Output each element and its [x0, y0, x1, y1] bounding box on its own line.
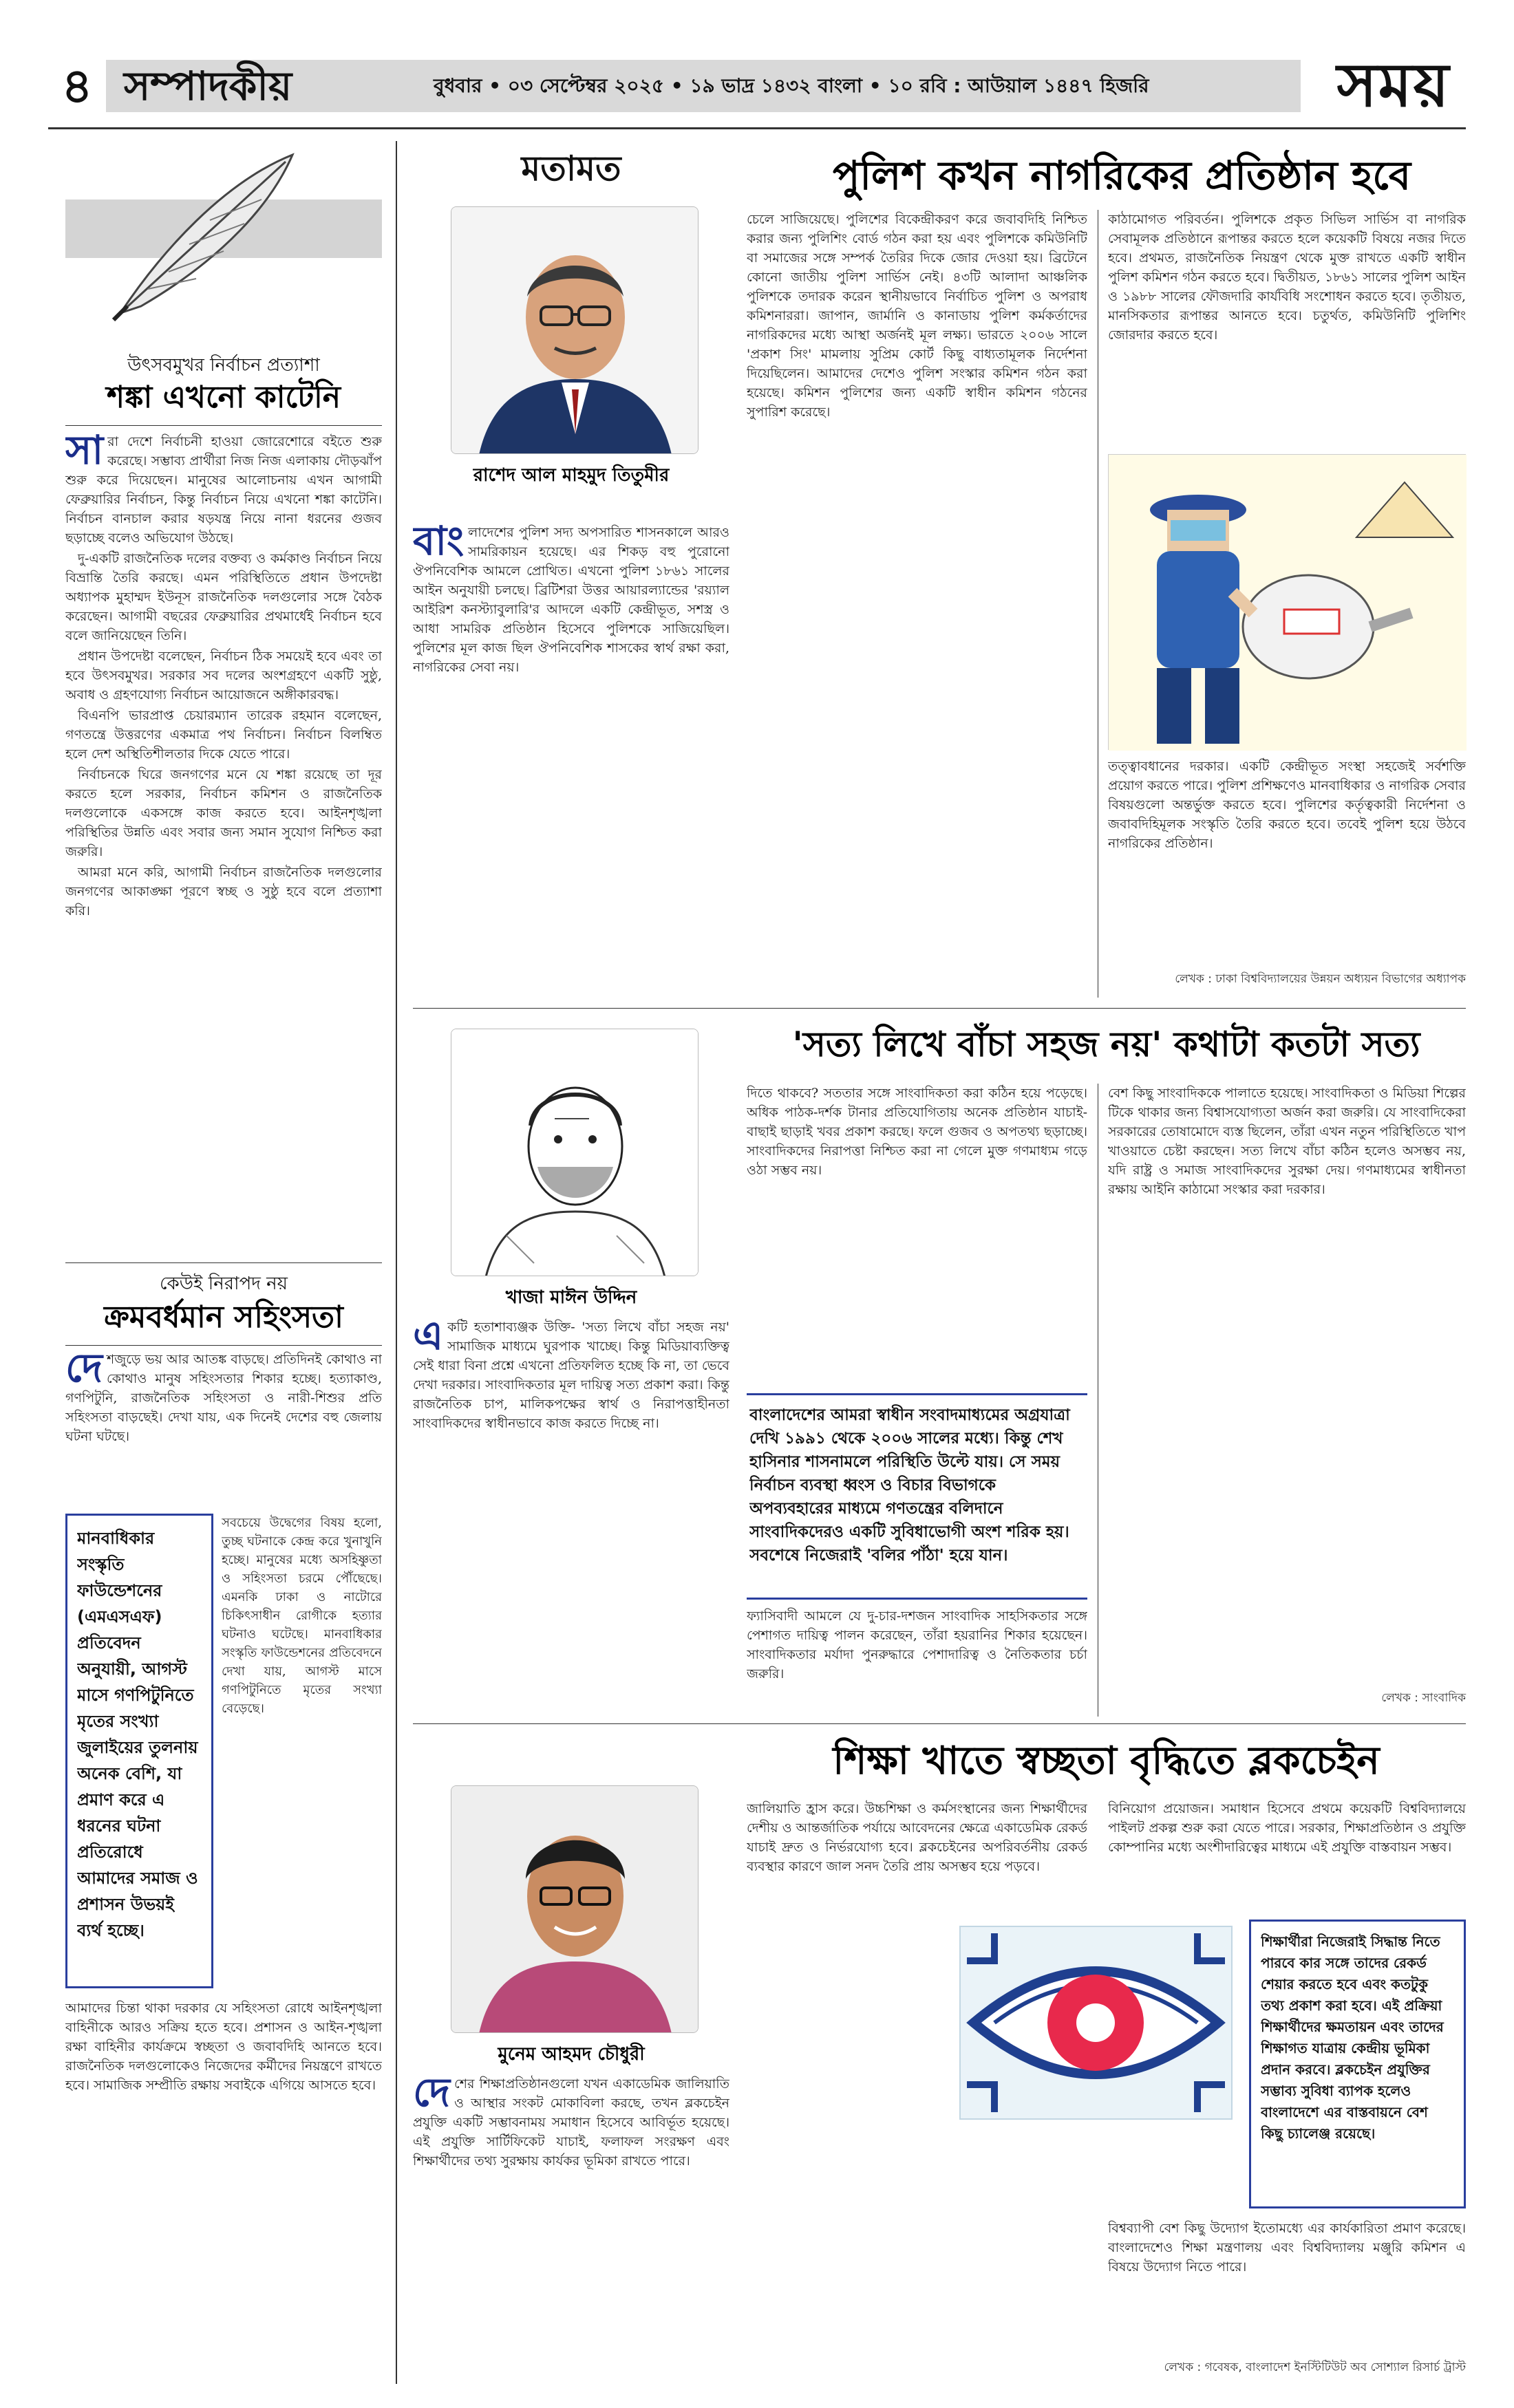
- editorial2-kicker: কেউই নিরাপদ নয়: [160, 1273, 288, 1294]
- editorial-paragraph: দু-একটি রাজনৈতিক দলের বক্তব্য ও কর্মকাণ্ড নির্বাচন নিয়ে বিভ্রান্তি তৈরি করছে। এমন পরিস্থিতিতে প্রধান উপদেষ্টা অধ্যাপক মুহাম্মদ ইউনূস রাজনৈতিক দলগুলোর সঙ্গে বৈঠক করেছেন। আগামী বছরের ফেব্রুয়ারির প্রথমার্ধেই নির্বাচন হবে বলে জানিয়েছেন তিনি।: [65, 551, 382, 643]
- editorial-paragraph: বিএনপি ভারপ্রাপ্ত চেয়ারম্যান তারেক রহমান বলেছেন, গণতন্ত্রে উত্তরণের একমাত্র পথ নির্বাচন। নির্বাচন বিলম্বিত হলে দেশ অস্থিতিশীলতার দিকে যেতে পারে।: [65, 708, 382, 762]
- editorial2-body-top: [65, 1350, 382, 1501]
- truth-col-3: বেশ কিছু সাংবাদিককে পালাতে হয়েছে। সাংবাদিকতা ও মিডিয়া শিল্পের টিকে থাকার জন্য বিশ্বাসযোগ্যতা অর্জন করা জরুরি। যে সাংবাদিকেরা সরকারের তোষামোদে ব্যস্ত ছিলেন, তাঁরা এখন নতুন পরিস্থিতিতে খাপ খাওয়াতে চেষ্টা করছেন। সত্য লিখে বাঁচা কঠিন হলেও অসম্ভব নয়, যদি রাষ্ট্র ও সমাজ সাংবাদিকদের সুরক্ষা দেয়। গণমাধ্যমের স্বাধীনতা রক্ষায় আইনি কাঠামো সংস্কার করা দরকার।: [1108, 1086, 1466, 1197]
- police-illustration: [1108, 454, 1466, 750]
- blockchain-col-3: বিনিয়োগ প্রয়োজন। সমাধান হিসেবে প্রথমে কয়েকটি বিশ্ববিদ্যালয়ে পাইলট প্রকল্প শুরু করা যেতে পারে। সরকার, শিক্ষাপ্রতিষ্ঠান ও প্রযুক্তি কোম্পানির মধ্যে অংশীদারিত্বের মাধ্যমে এই প্রযুক্তি বাস্তবায়ন সম্ভব।: [1108, 1801, 1466, 1855]
- section-title: সম্পাদকীয়: [124, 63, 292, 109]
- newspaper-logo[interactable]: সময়: [1336, 50, 1451, 120]
- police-col-2: চেলে সাজিয়েছে। পুলিশের বিকেন্দ্রীকরণ করে জবাবদিহি নিশ্চিত করার জন্য পুলিশিং বোর্ড গঠন করা হয় এবং পুলিশকে কমিউনিটি বা সমাজের সঙ্গে সম্পর্ক তৈরির দিকে জোর দেওয়া হয়। ব্রিটেনে কোনো জাতীয় পুলিশ সার্ভিস নেই। ৪৩টি আলাদা আঞ্চলিক পুলিশকে তদারক করেন স্থানীয়ভাবে নির্বাচিত পুলিশ ও অপরাধ কমিশনাররা। জাপান, জার্মানি ও কানাডায় পুলিশ কর্মকর্তাদের নাগরিকদের মধ্যে আস্থা অর্জনই মূল লক্ষ্য। ভারতে ২০০৬ সালে 'প্রকাশ সিং' মামলায় সুপ্রিম কোর্ট কিছু বাধ্যতামূলক নির্দেশনা দিয়েছিলেন। আমাদের দেশেও পুলিশ সংস্কার কমিশন গঠন করা হয়েছে। কমিশন পুলিশের জন্য একটি স্বাধীন কমিশন গঠনের সুপারিশ করেছে।: [747, 212, 1087, 420]
- police-col-3-bottom: তত্ত্বাবধানের দরকার। একটি কেন্দ্রীভূত সংস্থা সহজেই সর্বশক্তি প্রয়োগ করতে পারে। পুলিশ প্রশিক্ষণেও মানবাধিকার ও নাগরিক সেবার বিষয়গুলো অন্তর্ভুক্ত করতে হবে। পুলিশের কর্তৃত্বকারী নির্দেশনা ও জবাবদিহিমূলক সংস্কৃতি তৈরি করতে হবে। তবেই পুলিশ হয়ে উঠবে নাগরিকের প্রতিষ্ঠান।: [1108, 759, 1466, 851]
- blockchain-col-1-text: শের শিক্ষাপ্রতিষ্ঠানগুলো যখন একাডেমিক জালিয়াতি ও আস্থার সংকট মোকাবিলা করছে, তখন ব্লকচেইন প্রযুক্তি একটি সম্ভাবনাময় সমাধান হিসেবে আবির্ভূত হয়েছে। এই প্রযুক্তি সার্টিফিকেট যাচাই, ফলাফল সংরক্ষণ এবং শিক্ষার্থীদের তথ্য সুরক্ষায় কার্যকর ভূমিকা রাখতে পারে।: [413, 2076, 729, 2169]
- editorial-separator: [65, 1262, 382, 1263]
- author-photo-1: [451, 206, 699, 454]
- blockchain-pullquote: [1249, 1920, 1466, 2208]
- eye-icon: [953, 1920, 1239, 2126]
- truth-headline: 'সত্য লিখে বাঁচা সহজ নয়' কথাটা কতটা সত্য: [792, 1024, 1420, 1064]
- editorial-paragraph: রা দেশে নির্বাচনী হাওয়া জোরেশোরে বইতে শুরু করেছে। সম্ভাব্য প্রার্থীরা নিজ নিজ এলাকায় দৌড়ঝাঁপ শুরু করে দিয়েছেন। মানুষের আলোচনায় এখন আগামী ফেব্রুয়ারির নির্বাচন, কিন্তু নির্বাচন নিয়ে এখনো শঙ্কা কাটেনি। নির্বাচন বানচাল করার ষড়যন্ত্র নিয়ে নানা ধরনের গুজব ছড়াচ্ছে বলেও অভিযোগ উঠছে।: [65, 434, 382, 546]
- editorial-dropcap: সা: [65, 432, 104, 473]
- author-sketch-2: [451, 1029, 699, 1276]
- truth-author-note: লেখক : সাংবাদিক: [1381, 1691, 1466, 1705]
- editorial2-paragraph: শজুড়ে ভয় আর আতঙ্ক বাড়ছে। প্রতিদিনই কোথাও না কোথাও মানুষ সহিংসতার শিকার হচ্ছে। হত্যাকাণ্ড, গণপিটুনি, রাজনৈতিক সহিংসতা ও নারী-শিশুর প্রতি সহিংসতা বাড়ছেই। দেখা যায়, এক দিনেই দেশের বহু জেলায় ঘটনা ঘটছে।: [65, 1352, 382, 1444]
- author-photo-3: [451, 1785, 699, 2033]
- police-col-3: কাঠামোগত পরিবর্তন। পুলিশকে প্রকৃত সিভিল সার্ভিস বা নাগরিক সেবামূলক প্রতিষ্ঠানে রূপান্তর করতে হলে কয়েকটি বিষয়ে নজর দিতে হবে। প্রথমত, রাজনৈতিক নিয়ন্ত্রণ থেকে মুক্ত রাখতে একটি স্বাধীন পুলিশ কমিশন গঠন করতে হবে। দ্বিতীয়ত, ১৮৬১ সালের পুলিশ আইন ও ১৯৮৮ সালের ফৌজদারি কার্যবিধি সংশোধন করতে হবে। তৃতীয়ত, মানসিকতার রূপান্তর আনতে হবে। চতুর্থত, কমিউনিটি পুলিশিং জোরদার করতে হবে।: [1108, 212, 1466, 343]
- editorial-divider: [65, 425, 382, 426]
- truth-col-2: দিতে থাকবে? সততার সঙ্গে সাংবাদিকতা করা কঠিন হয়ে পড়েছে। অধিক পাঠক-দর্শক টানার প্রতিযোগিতায় অনেক প্রতিষ্ঠান যাচাই-বাছাই ছাড়াই খবর প্রকাশ করছে। ফলে গুজব ও অপতথ্য ছড়াচ্ছে। সাংবাদিকদের নিরাপত্তা নিশ্চিত করা না গেলে মুক্ত গণমাধ্যম গড়ে ওঠা সম্ভব নয়।: [747, 1086, 1087, 1178]
- truth-bottom-rule: [413, 1723, 1466, 1724]
- police-headline: পুলিশ কখন নাগরিকের প্রতিষ্ঠান হবে: [833, 152, 1411, 199]
- editorial-paragraph: নির্বাচনকে ঘিরে জনগণের মনে যে শঙ্কা রয়েছে তা দূর করতে হলে সরকার, নির্বাচন কমিশন ও রাজনৈতিক দলগুলোকে একসঙ্গে কাজ করতে হবে। আইনশৃঙ্খলা পরিস্থিতির উন্নতি এবং সবার জন্য সমান সুযোগ নিশ্চিত করা জরুরি।: [65, 767, 382, 859]
- column-rule-left: [396, 141, 397, 2384]
- truth-col-1-text: কটি হতাশাব্যঞ্জক উক্তি- 'সত্য লিখে বাঁচা সহজ নয়' সামাজিক মাধ্যমে ঘুরপাক খাচ্ছে। কিন্তু মিডিয়াব্যক্তিত্ব সেই ধারা বিনা প্রশ্নে এখনো প্রতিফলিত হচ্ছে কি না, তা ভেবে দেখা দরকার। সাংবাদিকতার মূল দায়িত্ব সত্য প্রকাশ করা। কিন্তু রাজনৈতিক চাপ, মালিকপক্ষের স্বার্থ ও নিরাপত্তাহীনতা সাংবাদিকদের স্বাধীনভাবে কাজ করতে দিচ্ছে না।: [413, 1320, 729, 1431]
- editorial2-body-right: সবচেয়ে উদ্বেগের বিষয় হলো, তুচ্ছ ঘটনাকে কেন্দ্র করে খুনাখুনি হচ্ছে। মানুষের মধ্যে অসহিষ্ণুতা ও সহিংসতা চরমে পৌঁছেছে। এমনকি ঢাকা ও নাটোরে চিকিৎসাধীন রোগীকে হত্যার ঘটনাও ঘটেছে। মানবাধিকার সংস্কৃতি ফাউন্ডেশনের প্রতিবেদনে দেখা যায়, আগস্ট মাসে গণপিটুনিতে মৃতের সংখ্যা বেড়েছে।: [222, 1516, 382, 1716]
- editorial-paragraph: আমরা মনে করি, আগামী নির্বাচন রাজনৈতিক দলগুলোর জনগণের আকাঙ্ক্ষা পূরণে স্বচ্ছ ও সুষ্ঠু হবে বলে প্রত্যাশা করি।: [65, 865, 382, 918]
- police-dropcap: বাং: [413, 523, 465, 564]
- blockchain-pullquote-text: শিক্ষার্থীরা নিজেরাই সিদ্ধান্ত নিতে পারবে কার সঙ্গে তাদের রেকর্ড শেয়ার করতে হবে এবং কতটুকু তথ্য প্রকাশ করা হবে। এই প্রক্রিয়া শিক্ষার্থীদের ক্ষমতায়ন এবং তাদের শিক্ষাগত যাত্রায় কেন্দ্রীয় ভূমিকা প্রদান করবে। ব্লকচেইন প্রযুক্তির সম্ভাব্য সুবিধা ব্যাপক হলেও বাংলাদেশে এর বাস্তবায়নে বেশ কিছু চ্যালেঞ্জ রয়েছে।: [1261, 1933, 1444, 2142]
- police-author-note: লেখক : ঢাকা বিশ্ববিদ্যালয়ের উন্নয়ন অধ্যয়ন বিভাগের অধ্যাপক: [1175, 972, 1466, 986]
- page-number: ৪: [48, 52, 106, 120]
- quill-pen-icon: [65, 141, 382, 347]
- police-col-1-text: লাদেশের পুলিশ সদ্য অপসারিত শাসনকালে আরও সামরিকায়ন হয়েছে। এর শিকড় বহু পুরোনো ঔপনিবেশিক আমলে প্রোথিত। এখনো পুলিশ ১৮৬১ সালের আইন অনুযায়ী চলছে। ব্রিটিশরা উত্তর আয়ারল্যান্ডের 'রয়্যাল আইরিশ কনস্ট্যাবুলারি'র আদলে একটি কেন্দ্রীভূত, সশস্ত্র ও আধা সামরিক প্রতিষ্ঠান হিসেবে পুলিশকে সাজিয়েছিল। পুলিশের মূল কাজ ছিল ঔপনিবেশিক শাসকের স্বার্থ রক্ষা করা, নাগরিকের সেবা নয়।: [413, 525, 729, 675]
- masthead: [48, 52, 1466, 120]
- editorial-kicker: উৎসবমুখর নির্বাচন প্রত্যাশা: [127, 355, 320, 376]
- masthead-rule: [48, 127, 1466, 129]
- pullquote-box: [65, 1514, 213, 1988]
- truth-col-1: [413, 1318, 729, 1720]
- editorial2-divider: [65, 1345, 382, 1346]
- truth-pullquote: [747, 1393, 1087, 1600]
- opinion-label: মতামত: [521, 149, 621, 189]
- blockchain-col-3-bottom: বিশ্বব্যাপী বেশ কিছু উদ্যোগ ইতোমধ্যে এর কার্যকারিতা প্রমাণ করেছে। বাংলাদেশেও শিক্ষা মন্ত্রণালয় এবং বিশ্ববিদ্যালয় মঞ্জুরি কমিশন এ বিষয়ে উদ্যোগ নিতে পারে।: [1108, 2221, 1466, 2275]
- pullquote-text: মানবাধিকার সংস্কৃতি ফাউন্ডেশনের (এমএসএফ) প্রতিবেদন অনুযায়ী, আগস্ট মাসে গণপিটুনিতে মৃতের সংখ্যা জুলাইয়ের তুলনায় অনেক বেশি, যা প্রমাণ করে এ ধরনের ঘটনা প্রতিরোধে আমাদের সমাজ ও প্রশাসন উভয়ই ব্যর্থ হচ্ছে।: [77, 1529, 198, 1940]
- blockchain-headline: শিক্ষা খাতে স্বচ্ছতা বৃদ্ধিতে ব্লকচেইন: [833, 1739, 1380, 1783]
- author-name-3: মুনেম আহমদ চৌধুরী: [498, 2044, 645, 2065]
- police-col-1: [413, 523, 729, 998]
- truth-dropcap: এ: [413, 1318, 444, 1359]
- author-name-1: রাশেদ আল মাহমুদ তিতুমীর: [473, 465, 670, 486]
- dateline: বুধবার • ০৩ সেপ্টেম্বর ২০২৫ • ১৯ ভাদ্র ১৪৩২ বাংলা • ১০ রবি : আউয়াল ১৪৪৭ হিজরি: [434, 74, 1149, 97]
- police-bottom-rule: [413, 1008, 1466, 1009]
- blockchain-author-note: লেখক : গবেষক, বাংলাদেশ ইনস্টিটিউট অব সোশ্যাল রিসার্চ ট্রাস্ট: [1164, 2361, 1466, 2374]
- author-name-2: খাজা মাঈন উদ্দিন: [505, 1287, 637, 1308]
- editorial-headline: শঙ্কা এখনো কাটেনি: [106, 380, 341, 415]
- editorial-paragraph: প্রধান উপদেষ্টা বলেছেন, নির্বাচন ঠিক সময়েই হবে এবং তা হবে উৎসবমুখর। সরকার সব দলের অংশগ্রহণে একটি সুষ্ঠু, অবাধ ও গ্রহণযোগ্য নির্বাচন আয়োজনে অঙ্গীকারবদ্ধ।: [65, 649, 382, 702]
- truth-col-2-bottom: ফ্যাসিবাদী আমলে যে দু-চার-দশজন সাংবাদিক সাহসিকতার সঙ্গে পেশাগত দায়িত্ব পালন করেছেন, তাঁরা হয়রানির শিকার হয়েছেন। সাংবাদিকতার মর্যাদা পুনরুদ্ধারে পেশাদারিত্ব ও নৈতিকতার চর্চা জরুরি।: [747, 1609, 1087, 1681]
- editorial2-headline: ক্রমবর্ধমান সহিংসতা: [104, 1300, 343, 1335]
- editorial2-dropcap: দে: [65, 1350, 103, 1391]
- truth-pullquote-text: বাংলাদেশের আমরা স্বাধীন সংবাদমাধ্যমের অগ্রযাত্রা দেখি ১৯৯১ থেকে ২০০৬ সালের মধ্যে। কিন্তু শেখ হাসিনার শাসনামলে পরিস্থিতি উল্টে যায়। সে সময় নির্বাচন ব্যবস্থা ধ্বংস ও বিচার বিভাগকে অপব্যবহারের মাধ্যমে গণতন্ত্রের বলিদানে সাংবাদিকদেরও একটি সুবিধাভোগী অংশ শরিক হয়। সবশেষে নিজেরাই 'বলির পাঁঠা' হয়ে যান।: [749, 1406, 1070, 1565]
- blockchain-col-1: [413, 2074, 729, 2377]
- blockchain-col-2: জালিয়াতি হ্রাস করে। উচ্চশিক্ষা ও কর্মসংস্থানের জন্য শিক্ষার্থীদের দেশীয় ও আন্তর্জাতিক পর্যায়ে আবেদনের ক্ষেত্রে একাডেমিক রেকর্ড যাচাই দ্রুত ও নির্ভরযোগ্য হবে। ব্লকচেইনের অপরিবর্তনীয় রেকর্ড ব্যবস্থার কারণে জাল সনদ তৈরি প্রায় অসম্ভব হয়ে পড়বে।: [747, 1801, 1087, 1874]
- editorial2-body-bottom: আমাদের চিন্তা থাকা দরকার যে সহিংসতা রোধে আইনশৃঙ্খলা বাহিনীকে আরও সক্রিয় হতে হবে। প্রশাসন ও আইন-শৃঙ্খলা রক্ষা বাহিনীর কার্যক্রমে স্বচ্ছতা ও জবাবদিহি আনতে হবে। রাজনৈতিক দলগুলোকেও নিজেদের কর্মীদের নিয়ন্ত্রণে রাখতে হবে। সামাজিক সম্প্রীতি রক্ষায় সবাইকে এগিয়ে আসতে হবে।: [65, 2001, 382, 2093]
- blockchain-dropcap: দে: [413, 2074, 451, 2116]
